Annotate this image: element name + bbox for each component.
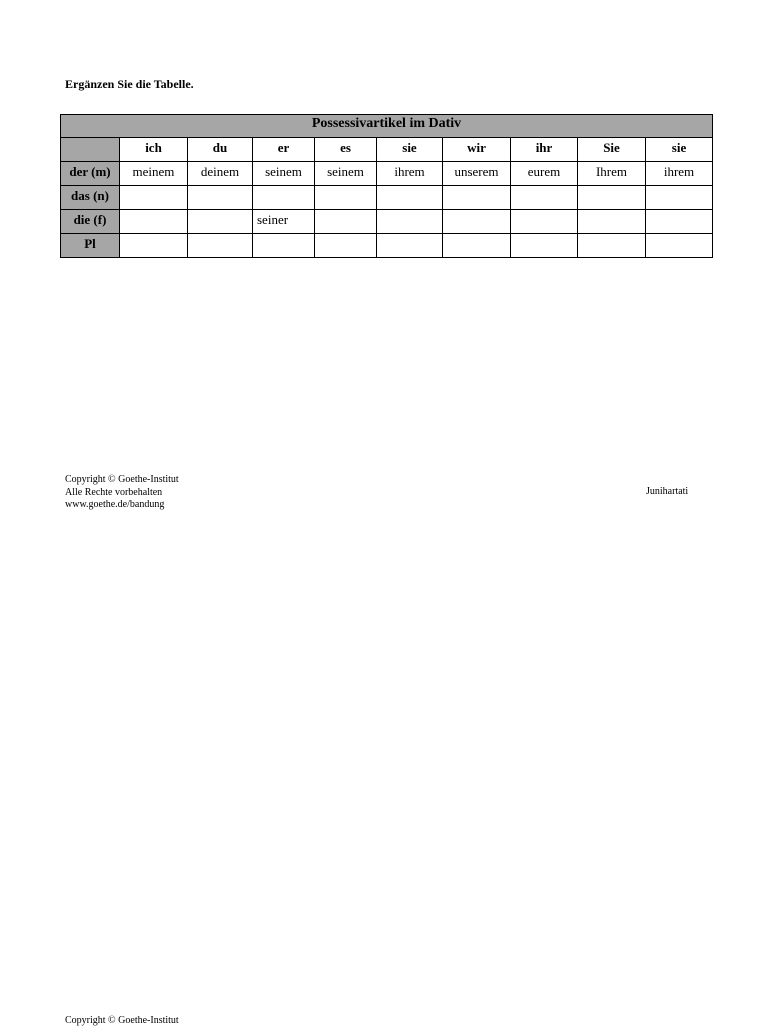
table-cell[interactable] xyxy=(253,186,315,210)
table-cell[interactable]: seinem xyxy=(315,162,377,186)
table-cell[interactable] xyxy=(188,210,253,234)
table-cell[interactable]: seinem xyxy=(253,162,315,186)
instruction-text: Ergänzen Sie die Tabelle. xyxy=(65,77,194,91)
table-cell[interactable] xyxy=(646,210,713,234)
pronoun-header: du xyxy=(188,138,253,162)
table-cell[interactable] xyxy=(443,210,511,234)
pronoun-header: es xyxy=(315,138,377,162)
table-cell[interactable] xyxy=(315,210,377,234)
row-label: Pl xyxy=(61,234,120,258)
table-cell[interactable] xyxy=(578,186,646,210)
pronoun-header: Sie xyxy=(578,138,646,162)
table-cell[interactable]: meinem xyxy=(120,162,188,186)
table-cell[interactable]: unserem xyxy=(443,162,511,186)
table-cell[interactable] xyxy=(511,234,578,258)
table-cell[interactable] xyxy=(120,186,188,210)
header-row xyxy=(61,138,713,162)
table-cell[interactable]: deinem xyxy=(188,162,253,186)
pronoun-header: sie xyxy=(377,138,443,162)
row-label: der (m) xyxy=(61,162,120,186)
pronoun-header: ich xyxy=(120,138,188,162)
next-page-copyright: Copyright © Goethe-Institut xyxy=(65,1015,179,1026)
row-label: die (f) xyxy=(61,210,120,234)
row-label: das (n) xyxy=(61,186,120,210)
table-row xyxy=(61,162,713,186)
table-cell[interactable] xyxy=(377,210,443,234)
table-cell[interactable] xyxy=(315,186,377,210)
table-row xyxy=(61,186,713,210)
table-cell[interactable] xyxy=(646,186,713,210)
table-cell[interactable] xyxy=(511,210,578,234)
table-cell[interactable] xyxy=(646,234,713,258)
table-row xyxy=(61,234,713,258)
website-link[interactable]: www.goethe.de/bandung xyxy=(65,499,165,510)
table-cell[interactable] xyxy=(120,234,188,258)
table-cell[interactable] xyxy=(443,234,511,258)
table-cell[interactable] xyxy=(253,234,315,258)
author-name: Junihartati xyxy=(646,486,689,497)
pronoun-header: er xyxy=(253,138,315,162)
table-cell[interactable]: Ihrem xyxy=(578,162,646,186)
table-cell[interactable] xyxy=(188,186,253,210)
pronoun-header: sie xyxy=(646,138,713,162)
table-cell[interactable] xyxy=(578,210,646,234)
table-cell[interactable] xyxy=(377,234,443,258)
table-cell[interactable] xyxy=(188,234,253,258)
table-cell[interactable]: seiner xyxy=(253,210,315,234)
table-cell[interactable] xyxy=(443,186,511,210)
table-cell[interactable] xyxy=(120,210,188,234)
table-cell[interactable] xyxy=(511,186,578,210)
possessive-table xyxy=(60,114,713,258)
footer-info xyxy=(65,474,179,512)
table-cell[interactable]: ihrem xyxy=(646,162,713,186)
corner-cell xyxy=(61,138,120,162)
copyright-text: Copyright © Goethe-Institut xyxy=(65,474,179,485)
rights-text: Alle Rechte vorbehalten xyxy=(65,486,163,498)
table-cell[interactable]: ihrem xyxy=(377,162,443,186)
pronoun-header: wir xyxy=(443,138,511,162)
table-cell[interactable] xyxy=(377,186,443,210)
pronoun-header: ihr xyxy=(511,138,578,162)
table-cell[interactable]: eurem xyxy=(511,162,578,186)
table-cell[interactable] xyxy=(315,234,377,258)
table-title: Possessivartikel im Dativ xyxy=(61,115,713,138)
table-row xyxy=(61,210,713,234)
table-cell[interactable] xyxy=(578,234,646,258)
